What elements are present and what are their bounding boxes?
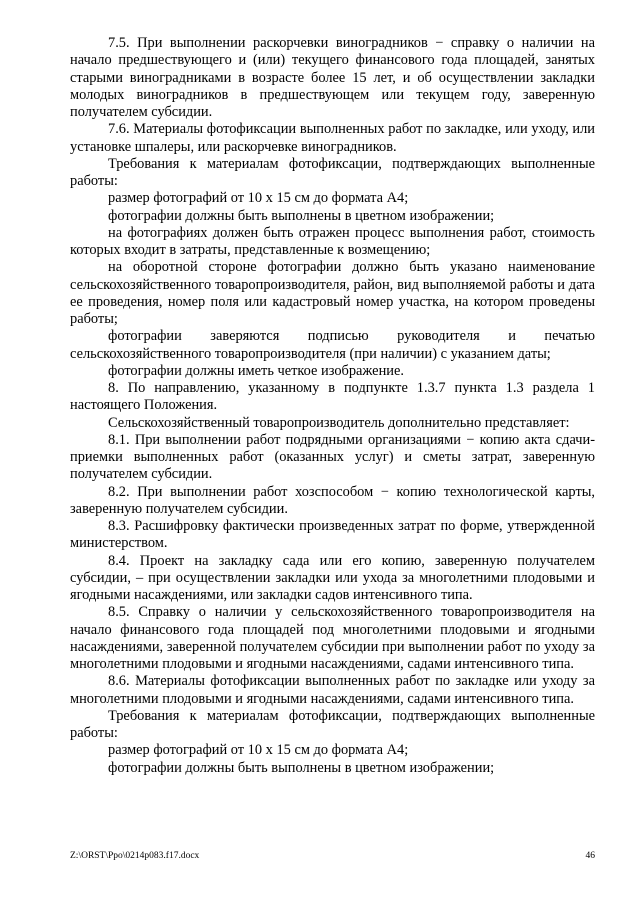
paragraph-8-2: 8.2. При выполнении работ хозспособом − копию технологической карты, заверенную получателем субсидии. [70, 483, 595, 517]
paragraph-8-6: 8.6. Материалы фотофиксации выполненных работ по закладке или уходу за многолетними плодовыми и ягодными насаждениями, садами интенсивного типа. [70, 673, 595, 707]
paragraph-photo-size: размер фотографий от 10 х 15 см до формата А4; [108, 190, 409, 207]
footer-file-path: Z:\ORST\Ppo\0214p083.f17.docx [70, 851, 200, 861]
paragraph-photo-requirements: Требования к материалам фотофиксации, подтверждающих выполненные работы: [70, 155, 595, 189]
paragraph-8-3: 8.3. Расшифровку фактически произведенных затрат по форме, утвержденной министерством. [70, 518, 595, 552]
paragraph-7-6: 7.6. Материалы фотофиксации выполненных работ по закладке, или уходу, или установке шпалеры, или раскорчевке виноградников. [70, 121, 595, 155]
paragraph-7-5: 7.5. При выполнении раскорчевки виноградников − справку о наличии на начало предшествующего и (или) текущего финансового года площадей, занятых старыми виноградниками в возрасте более 15 лет, и об осуществлении закладки молодых виноградников в предшествующем или текущем году, заверенную получателем субсидии. [70, 35, 595, 120]
paragraph-8: 8. По направлению, указанному в подпункте 1.3.7 пункта 1.3 раздела 1 настоящего Положения. [70, 380, 595, 414]
page-footer [70, 851, 595, 861]
paragraph-photo-requirements-2: Требования к материалам фотофиксации, подтверждающих выполненные работы: [70, 707, 595, 741]
paragraph-producer-provides: Сельскохозяйственный товаропроизводитель дополнительно представляет: [108, 414, 570, 431]
paragraph-photo-process: на фотографиях должен быть отражен процесс выполнения работ, стоимость которых входит в затраты, представленные к возмещению; [70, 224, 595, 258]
paragraph-photo-size-2: размер фотографий от 10 х 15 см до формата А4; [108, 742, 409, 759]
paragraph-photo-reverse-side: на оборотной стороне фотографии должно быть указано наименование сельскохозяйственного товаропроизводителя, район, вид выполняемой работы и дата ее проведения, номер поля или кадастровый номер участка, на котором проведены работы; [70, 259, 595, 327]
page-number: 46 [585, 851, 595, 861]
document-body [70, 35, 595, 777]
paragraph-photo-color: фотографии должны быть выполнены в цветном изображении; [108, 207, 495, 224]
paragraph-photo-certification: фотографии заверяются подписью руководителя и печатью сельскохозяйственного товаропроизводителя (при наличии) с указанием даты; [70, 328, 595, 362]
paragraph-8-5: 8.5. Справку о наличии у сельскохозяйственного товаропроизводителя на начало финансового года площадей под многолетними плодовыми и ягодными насаждениями, заверенной получателем субсидии при выполнении работ по уходу за многолетними плодовыми и ягодными насаждениями, садами интенсивного типа. [70, 604, 595, 672]
paragraph-8-1: 8.1. При выполнении работ подрядными организациями − копию акта сдачи-приемки выполненных работ (оказанных услуг) и сметы затрат, заверенную получателем субсидии. [70, 431, 595, 483]
paragraph-photo-clarity: фотографии должны иметь четкое изображение. [108, 362, 404, 379]
paragraph-8-4: 8.4. Проект на закладку сада или его копию, заверенную получателем субсидии, – при осуществлении закладки или ухода за многолетними плодовыми и ягодными насаждениями, или закладки садов интенсивного типа. [70, 552, 595, 603]
paragraph-photo-color-2: фотографии должны быть выполнены в цветном изображении; [108, 759, 495, 776]
